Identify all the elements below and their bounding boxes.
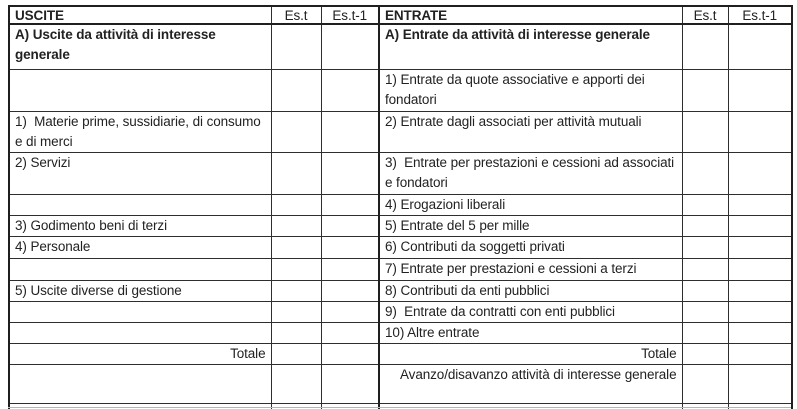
entrate-item-label: Totale — [379, 343, 682, 364]
entrate-est1-value-cell — [728, 24, 792, 69]
uscite-est-value-cell — [271, 258, 321, 280]
uscite-item-label: 4) Personale — [9, 236, 271, 258]
entrate-est1-value-cell — [728, 343, 792, 364]
entrate-est-value-cell — [682, 152, 728, 194]
uscite-est-value-cell — [271, 24, 321, 69]
uscite-est1-value-cell — [321, 403, 379, 409]
uscite-item-label — [9, 301, 271, 322]
uscite-est1-value-cell — [321, 280, 379, 301]
cropped-next-row-line — [8, 407, 791, 408]
uscite-est1-value-cell — [321, 364, 379, 403]
uscite-est-value-cell — [271, 152, 321, 194]
entrate-item-label: 9) Entrate da contratti con enti pubblici — [379, 301, 682, 322]
entrate-item-label: A) Entrate da attività di interesse generale — [379, 24, 682, 69]
uscite-est-value-cell — [271, 364, 321, 403]
uscite-est-value-cell — [271, 403, 321, 409]
entrate-est-value-cell — [682, 236, 728, 258]
entrate-est1-value-cell — [728, 322, 792, 343]
entrate-item-label: 5) Entrate del 5 per mille — [379, 215, 682, 236]
table-row — [9, 403, 792, 409]
uscite-est1-value-cell — [321, 24, 379, 69]
uscite-est1-value-cell — [321, 69, 379, 111]
table-row — [9, 24, 792, 69]
header-row — [9, 6, 792, 24]
entrate-est-value-cell — [682, 322, 728, 343]
uscite-est1-value-cell — [321, 152, 379, 194]
entrate-item-label: 2) Entrate dagli associati per attività mutuali — [379, 111, 682, 152]
uscite-item-label — [9, 69, 271, 111]
table-row — [9, 322, 792, 343]
uscite-est-header: Es.t — [271, 6, 321, 24]
entrate-est1-value-cell — [728, 111, 792, 152]
entrate-est-value-cell — [682, 24, 728, 69]
table-row — [9, 111, 792, 152]
table-row — [9, 69, 792, 111]
uscite-est-value-cell — [271, 111, 321, 152]
entrate-est1-value-cell — [728, 236, 792, 258]
uscite-est-value-cell — [271, 194, 321, 215]
table-row — [9, 258, 792, 280]
uscite-item-label: A) Uscite da attività di interesse generale — [9, 24, 271, 69]
entrate-est1-value-cell — [728, 403, 792, 409]
uscite-item-label: 5) Uscite diverse di gestione — [9, 280, 271, 301]
uscite-est-value-cell — [271, 280, 321, 301]
entrate-est1-value-cell — [728, 364, 792, 403]
uscite-item-label: 1) Materie prime, sussidiarie, di consumo e di merci — [9, 111, 271, 152]
table-row — [9, 194, 792, 215]
entrate-est-header: Es.t — [682, 6, 728, 24]
uscite-item-label — [9, 194, 271, 215]
entrate-est1-value-cell — [728, 301, 792, 322]
uscite-item-label: 2) Servizi — [9, 152, 271, 194]
uscite-est1-value-cell — [321, 215, 379, 236]
entrate-est-value-cell — [682, 258, 728, 280]
uscite-est1-header: Es.t-1 — [321, 6, 379, 24]
uscite-item-label: 3) Godimento beni di terzi — [9, 215, 271, 236]
entrate-header: ENTRATE — [379, 6, 682, 24]
entrate-item-label: 4) Erogazioni liberali — [379, 194, 682, 215]
uscite-header: USCITE — [9, 6, 271, 24]
entrate-est1-value-cell — [728, 258, 792, 280]
entrate-est-value-cell — [682, 215, 728, 236]
entrate-est-value-cell — [682, 69, 728, 111]
uscite-est1-value-cell — [321, 194, 379, 215]
entrate-est1-value-cell — [728, 215, 792, 236]
uscite-item-label — [9, 364, 271, 403]
uscite-est-value-cell — [271, 69, 321, 111]
entrate-est1-value-cell — [728, 69, 792, 111]
uscite-item-label: Totale — [9, 343, 271, 364]
entrate-item-label: 3) Entrate per prestazioni e cessioni ad associati e fondatori — [379, 152, 682, 194]
uscite-est1-value-cell — [321, 301, 379, 322]
uscite-est1-value-cell — [321, 236, 379, 258]
entrate-est-value-cell — [682, 194, 728, 215]
entrate-est-value-cell — [682, 403, 728, 409]
entrate-item-label — [379, 403, 682, 409]
entrate-item-label: 6) Contributi da soggetti privati — [379, 236, 682, 258]
entrate-est1-value-cell — [728, 152, 792, 194]
entrate-est1-value-cell — [728, 280, 792, 301]
table-row — [9, 215, 792, 236]
uscite-est-value-cell — [271, 236, 321, 258]
entrate-est-value-cell — [682, 364, 728, 403]
table-row — [9, 364, 792, 403]
uscite-item-label — [9, 322, 271, 343]
uscite-est-value-cell — [271, 322, 321, 343]
entrate-item-label: Avanzo/disavanzo attività di interesse generale — [379, 364, 682, 403]
entrate-item-label: 7) Entrate per prestazioni e cessioni a terzi — [379, 258, 682, 280]
entrate-est-value-cell — [682, 280, 728, 301]
table-row — [9, 301, 792, 322]
table-row — [9, 236, 792, 258]
entrate-est1-header: Es.t-1 — [728, 6, 792, 24]
table-row — [9, 152, 792, 194]
uscite-est-value-cell — [271, 343, 321, 364]
uscite-est1-value-cell — [321, 343, 379, 364]
entrate-item-label: 8) Contributi da enti pubblici — [379, 280, 682, 301]
uscite-est1-value-cell — [321, 258, 379, 280]
uscite-item-label — [9, 258, 271, 280]
uscite-item-label — [9, 403, 271, 409]
table-row — [9, 343, 792, 364]
uscite-est1-value-cell — [321, 111, 379, 152]
table-row — [9, 280, 792, 301]
uscite-est-value-cell — [271, 301, 321, 322]
entrate-est-value-cell — [682, 111, 728, 152]
entrate-item-label: 10) Altre entrate — [379, 322, 682, 343]
entrate-est1-value-cell — [728, 194, 792, 215]
entrate-est-value-cell — [682, 343, 728, 364]
uscite-est1-value-cell — [321, 322, 379, 343]
uscite-est-value-cell — [271, 215, 321, 236]
entrate-est-value-cell — [682, 301, 728, 322]
rendiconto-gestionale-table — [8, 5, 793, 409]
entrate-item-label: 1) Entrate da quote associative e apporti dei fondatori — [379, 69, 682, 111]
